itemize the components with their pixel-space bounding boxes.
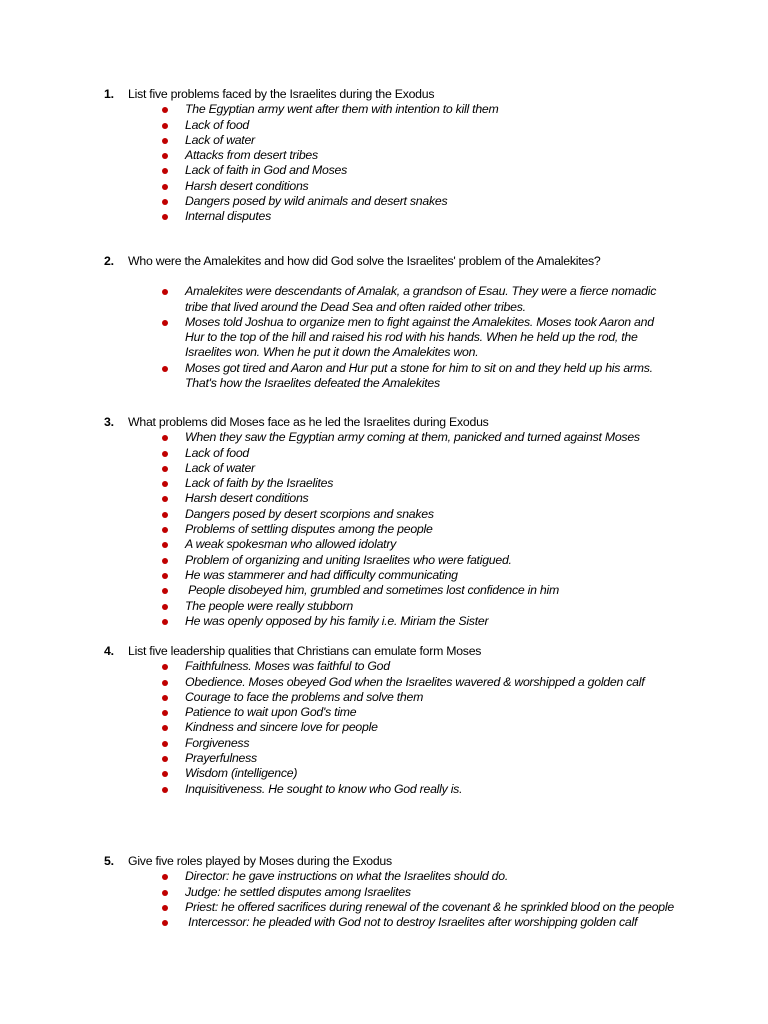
- bullet-icon: [162, 905, 168, 911]
- bullet-icon: [162, 466, 168, 472]
- bullet-icon: [162, 435, 168, 441]
- bullet-icon: [162, 320, 168, 326]
- answer-text: When they saw the Egyptian army coming at them, panicked and turned against Moses: [185, 430, 640, 445]
- question-2: [104, 254, 704, 391]
- answer-item: [161, 705, 675, 720]
- question-text: Who were the Amalekites and how did God solve the Israelites' problem of the Amalekites?: [128, 254, 601, 268]
- answer-item: [161, 553, 675, 568]
- bullet-icon: [162, 527, 168, 533]
- answer-item: [161, 900, 675, 915]
- answer-item: [161, 209, 675, 224]
- answer-text: Judge: he settled disputes among Israelites: [185, 884, 411, 899]
- answer-text: Faithfulness. Moses was faithful to God: [185, 659, 390, 674]
- question-number: 2.: [104, 254, 114, 268]
- answer-text: Director: he gave instructions on what the Israelites should do.: [185, 869, 509, 884]
- bullet-icon: [162, 496, 168, 502]
- answer-text: Intercessor: he pleaded with God not to destroy Israelites after worshipping golden calf: [185, 915, 638, 930]
- answer-item: [161, 614, 675, 629]
- answer-item: [161, 476, 675, 491]
- answer-text: Problems of settling disputes among the people: [185, 522, 433, 537]
- bullet-icon: [162, 890, 168, 896]
- answer-text: Prayerfulness: [185, 751, 257, 766]
- bullet-icon: [162, 366, 168, 372]
- answer-item: [161, 885, 675, 900]
- answer-item: [161, 869, 675, 884]
- question-text: What problems did Moses face as he led the Israelites during Exodus: [128, 415, 489, 429]
- answer-item: [161, 194, 675, 209]
- question-line: [104, 87, 704, 102]
- bullet-icon: [162, 107, 168, 113]
- answer-item: [161, 690, 675, 705]
- answer-text: Priest: he offered sacrifices during renewal of the covenant & he sprinkled blood on the people: [185, 899, 674, 914]
- answer-text: Dangers posed by desert scorpions and snakes: [185, 506, 434, 521]
- bullet-icon: [162, 874, 168, 880]
- answer-item: [161, 751, 675, 766]
- answer-text: Lack of water: [185, 460, 255, 475]
- answer-item: [161, 163, 675, 178]
- answer-item: [161, 179, 675, 194]
- bullet-icon: [162, 725, 168, 731]
- answer-text: Kindness and sincere love for people: [185, 720, 378, 735]
- answer-item: [161, 537, 675, 552]
- answer-text: He was stammerer and had difficulty communicating: [185, 567, 458, 582]
- answer-item: [161, 491, 675, 506]
- bullet-icon: [162, 214, 168, 220]
- bullet-icon: [162, 138, 168, 144]
- answer-text: People disobeyed him, grumbled and sometimes lost confidence in him: [185, 583, 559, 598]
- answer-item: [161, 915, 675, 930]
- answer-text: The people were really stubborn: [185, 598, 353, 613]
- answer-item: [161, 766, 675, 781]
- question-line: [104, 415, 704, 430]
- question-3: [104, 415, 704, 629]
- bullet-icon: [162, 920, 168, 926]
- bullet-icon: [162, 512, 168, 518]
- answer-item: [161, 583, 675, 598]
- answer-text: Lack of faith in God and Moses: [185, 163, 348, 178]
- bullet-icon: [162, 451, 168, 457]
- bullet-icon: [162, 695, 168, 701]
- bullet-icon: [162, 184, 168, 190]
- question-text: List five problems faced by the Israelites during the Exodus: [128, 87, 435, 101]
- bullet-icon: [162, 710, 168, 716]
- answer-text: A weak spokesman who allowed idolatry: [185, 537, 397, 552]
- question-line: [104, 644, 704, 659]
- answer-text: He was openly opposed by his family i.e. Miriam the Sister: [185, 613, 489, 628]
- answer-item: [161, 133, 675, 148]
- answer-text: The Egyptian army went after them with intention to kill them: [185, 102, 499, 117]
- question-number: 5.: [104, 854, 114, 868]
- answer-list: [104, 102, 704, 224]
- answer-text: Internal disputes: [185, 209, 271, 224]
- answer-item: [161, 568, 675, 583]
- question-number: 3.: [104, 415, 114, 429]
- answer-text: Harsh desert conditions: [185, 491, 309, 506]
- answer-text: Problem of organizing and uniting Israelites who were fatigued.: [185, 552, 512, 567]
- bullet-icon: [162, 680, 168, 686]
- question-number: 1.: [104, 87, 114, 101]
- bullet-icon: [162, 481, 168, 487]
- answer-item: [161, 446, 675, 461]
- answer-item: [161, 507, 675, 522]
- answer-text: Lack of food: [185, 445, 249, 460]
- answer-item: [161, 430, 675, 445]
- bullet-icon: [162, 787, 168, 793]
- answer-text: Lack of water: [185, 132, 255, 147]
- answer-text: Attacks from desert tribes: [185, 148, 318, 163]
- answer-item: [161, 148, 675, 163]
- question-5: [104, 854, 704, 930]
- answer-item: [161, 782, 675, 797]
- bullet-icon: [162, 588, 168, 594]
- answer-item: [161, 284, 675, 315]
- bullet-icon: [162, 741, 168, 747]
- answer-text: Inquisitiveness. He sought to know who God really is.: [185, 781, 463, 796]
- bullet-icon: [162, 168, 168, 174]
- answer-text: Wisdom (intelligence): [185, 766, 298, 781]
- bullet-icon: [162, 123, 168, 129]
- bullet-icon: [162, 771, 168, 777]
- answer-item: [161, 675, 675, 690]
- answer-item: [161, 102, 675, 117]
- bullet-icon: [162, 153, 168, 159]
- answer-text: Obedience. Moses obeyed God when the Israelites wavered & worshipped a golden calf: [185, 674, 645, 689]
- answer-text: Courage to face the problems and solve them: [185, 689, 424, 704]
- answer-item: [161, 599, 675, 614]
- question-line: [104, 254, 704, 269]
- answer-item: [161, 461, 675, 476]
- spacer: [104, 269, 704, 284]
- bullet-icon: [162, 573, 168, 579]
- bullet-icon: [162, 664, 168, 670]
- answer-item: [161, 361, 675, 392]
- question-number: 4.: [104, 644, 114, 658]
- answer-item: [161, 315, 675, 361]
- answer-text: Amalekites were descendants of Amalak, a grandson of Esau. They were a fierce nomadic tribe that lived around the Dead Sea and often raided other tribes.: [185, 284, 657, 314]
- bullet-icon: [162, 558, 168, 564]
- bullet-icon: [162, 289, 168, 295]
- question-1: [104, 87, 704, 225]
- bullet-icon: [162, 542, 168, 548]
- answer-text: Dangers posed by wild animals and desert snakes: [185, 194, 448, 209]
- question-text: Give five roles played by Moses during the Exodus: [128, 854, 392, 868]
- bullet-icon: [162, 604, 168, 610]
- answer-text: Patience to wait upon God's time: [185, 705, 357, 720]
- answer-list: [104, 284, 704, 391]
- answer-item: [161, 522, 675, 537]
- answer-list: [104, 659, 704, 797]
- answer-list: [104, 430, 704, 629]
- answer-text: Lack of faith by the Israelites: [185, 476, 334, 491]
- answer-item: [161, 118, 675, 133]
- bullet-icon: [162, 199, 168, 205]
- answer-list: [104, 869, 704, 930]
- answer-text: Forgiveness: [185, 735, 250, 750]
- answer-item: [161, 736, 675, 751]
- question-text: List five leadership qualities that Christians can emulate form Moses: [128, 644, 482, 658]
- answer-item: [161, 720, 675, 735]
- answer-text: Moses told Joshua to organize men to fight against the Amalekites. Moses took Aaron and Hur to the top of the hill and raised his rod with his hands. When he held up the rod, the Israelites won. When he put it down the Amalekites won.: [185, 314, 654, 360]
- answer-item: [161, 659, 675, 674]
- question-line: [104, 854, 704, 869]
- answer-text: Harsh desert conditions: [185, 178, 309, 193]
- answer-text: Lack of food: [185, 117, 249, 132]
- bullet-icon: [162, 619, 168, 625]
- bullet-icon: [162, 756, 168, 762]
- answer-text: Moses got tired and Aaron and Hur put a stone for him to sit on and they held up his arms. That's how the Israelites defeated the Amalekites: [185, 360, 653, 391]
- question-4: [104, 644, 704, 797]
